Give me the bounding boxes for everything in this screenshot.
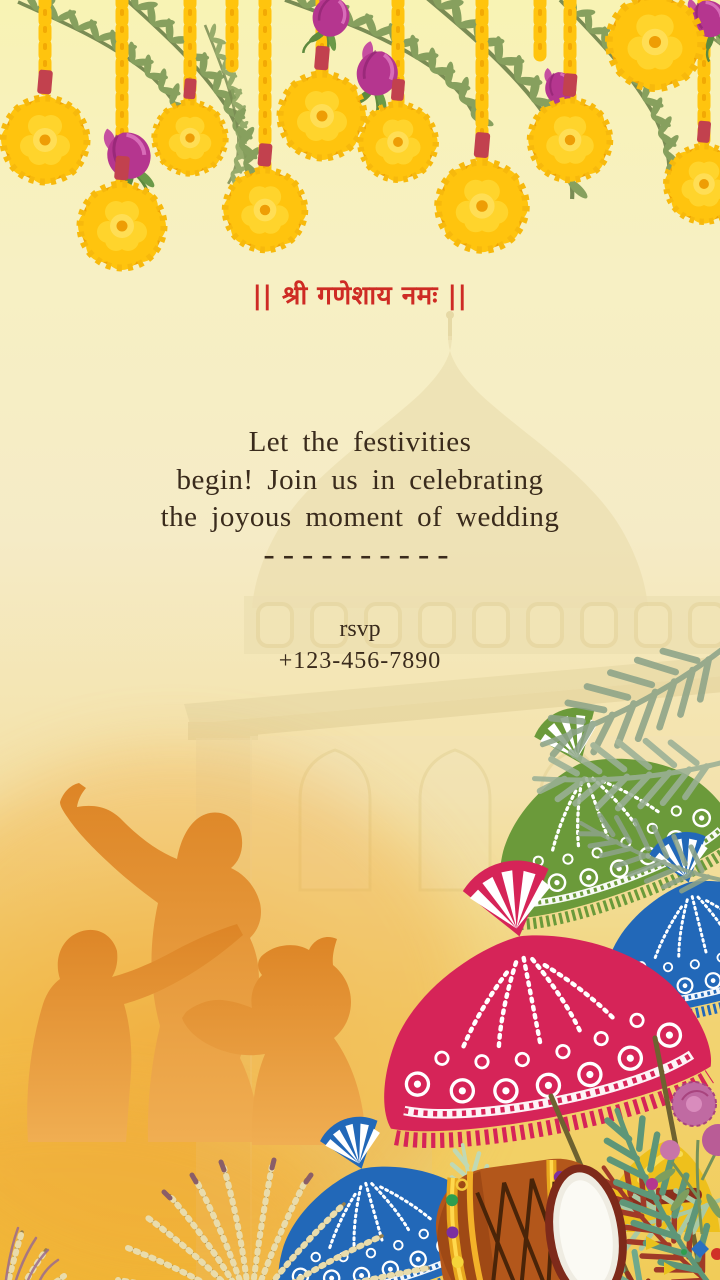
- invitation-message: [0, 424, 720, 537]
- message-line-3: the joyous moment of wedding: [160, 501, 560, 533]
- message-line-2: begin! Join us in celebrating: [176, 463, 544, 496]
- message-line-1: Let the festivities: [248, 426, 472, 458]
- ganesh-blessing-text: || श्री गणेशाय नमः ||: [252, 281, 468, 311]
- rsvp-phone-number: +123-456-7890: [278, 648, 442, 674]
- rsvp-label: rsvp: [339, 616, 381, 642]
- dashed-divider: ----------: [263, 536, 457, 573]
